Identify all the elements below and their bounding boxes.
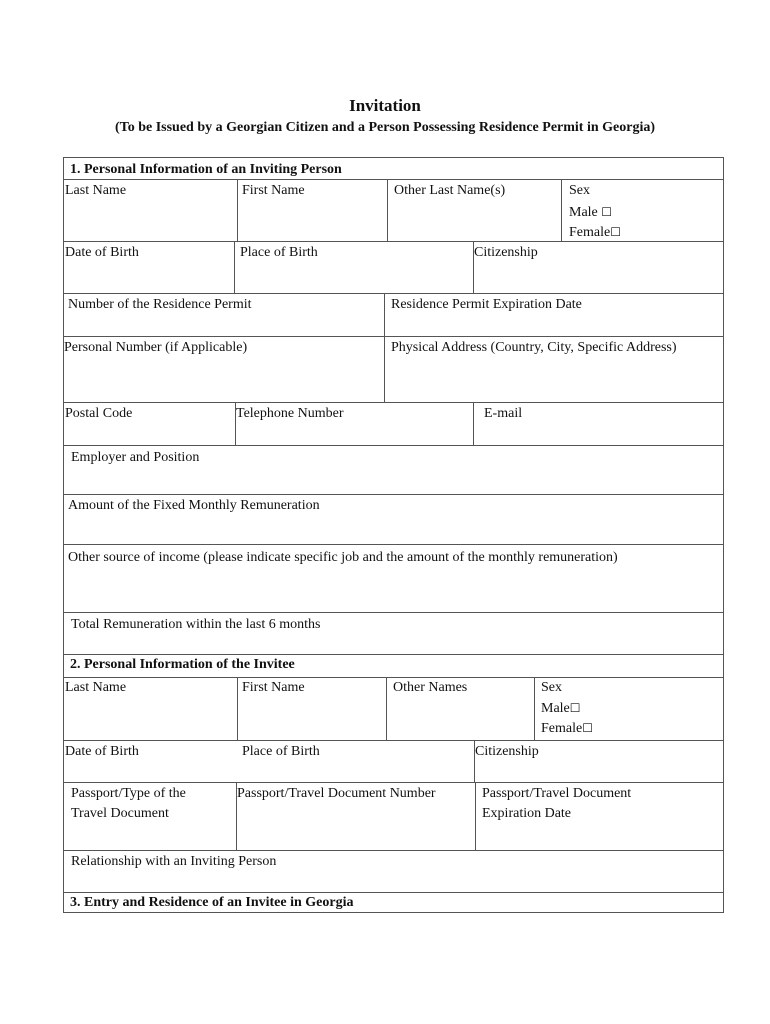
s1-female-option[interactable] bbox=[569, 222, 621, 243]
divider bbox=[475, 782, 476, 850]
divider bbox=[64, 241, 723, 242]
invitation-form bbox=[63, 157, 724, 913]
divider bbox=[237, 677, 238, 740]
divider bbox=[64, 612, 723, 613]
s2-place-of-birth-label: Place of Birth bbox=[242, 744, 320, 759]
s1-residence-permit-expiration-label: Residence Permit Expiration Date bbox=[391, 297, 582, 312]
divider bbox=[387, 179, 388, 241]
divider bbox=[534, 677, 535, 740]
s2-date-of-birth-label: Date of Birth bbox=[65, 744, 139, 759]
s1-last-name-label: Last Name bbox=[65, 183, 127, 198]
divider bbox=[237, 179, 238, 241]
s1-personal-number-label: Personal Number (if Applicable) bbox=[64, 340, 248, 355]
s1-date-of-birth-label: Date of Birth bbox=[65, 245, 139, 260]
divider bbox=[386, 677, 387, 740]
document-subtitle: (To be Issued by a Georgian Citizen and a Person Possessing Residence Permit in Georgia) bbox=[114, 120, 656, 135]
divider bbox=[64, 850, 723, 851]
s2-other-names-label: Other Names bbox=[393, 680, 468, 695]
divider bbox=[234, 241, 235, 293]
divider bbox=[64, 494, 723, 495]
section3-heading: 3. Entry and Residence of an Invitee in Georgia bbox=[70, 895, 354, 910]
s1-total-remuneration-label: Total Remuneration within the last 6 months bbox=[71, 617, 321, 632]
s1-first-name-label: First Name bbox=[242, 183, 305, 198]
s2-male-option[interactable] bbox=[541, 698, 581, 719]
divider bbox=[64, 293, 723, 294]
s1-sex-label: Sex bbox=[569, 183, 590, 198]
s1-physical-address-label: Physical Address (Country, City, Specific Address) bbox=[391, 340, 677, 355]
divider bbox=[64, 445, 723, 446]
s2-female-option[interactable] bbox=[541, 718, 593, 739]
s1-male-checkbox[interactable]: ☐ bbox=[601, 205, 613, 219]
s2-passport-expiration-label-line2: Expiration Date bbox=[482, 806, 572, 821]
s1-female-checkbox[interactable]: ☐ bbox=[610, 225, 621, 239]
s2-passport-expiration-label-line1: Passport/Travel Document bbox=[482, 786, 632, 801]
s1-postal-code-label: Postal Code bbox=[65, 406, 133, 421]
s2-passport-type-label-line1: Passport/Type of the bbox=[71, 786, 186, 801]
divider bbox=[384, 293, 385, 402]
s2-last-name-label: Last Name bbox=[65, 680, 127, 695]
s1-female-label: Female bbox=[569, 225, 611, 240]
s1-male-option[interactable] bbox=[569, 202, 612, 223]
s2-female-label: Female bbox=[541, 721, 583, 736]
document-title: Invitation bbox=[349, 96, 421, 115]
s1-male-label: Male bbox=[569, 205, 598, 220]
section1-heading: 1. Personal Information of an Inviting Person bbox=[70, 162, 342, 177]
s1-telephone-label: Telephone Number bbox=[236, 406, 344, 421]
s2-male-label: Male bbox=[541, 701, 570, 716]
s2-male-checkbox[interactable]: ☐ bbox=[569, 701, 581, 715]
s1-email-label: E-mail bbox=[484, 406, 523, 421]
s1-citizenship-label: Citizenship bbox=[474, 245, 538, 260]
s1-place-of-birth-label: Place of Birth bbox=[240, 245, 318, 260]
divider bbox=[473, 402, 474, 445]
s2-relationship-label: Relationship with an Inviting Person bbox=[71, 854, 277, 869]
s1-employer-position-label: Employer and Position bbox=[71, 450, 200, 465]
section2-heading: 2. Personal Information of the Invitee bbox=[70, 657, 295, 672]
s2-citizenship-label: Citizenship bbox=[475, 744, 539, 759]
s1-residence-permit-number-label: Number of the Residence Permit bbox=[68, 297, 252, 312]
s2-passport-type-label-line2: Travel Document bbox=[71, 806, 169, 821]
divider bbox=[64, 740, 723, 741]
s2-sex-label: Sex bbox=[541, 680, 562, 695]
s1-other-last-names-label: Other Last Name(s) bbox=[394, 183, 506, 198]
divider bbox=[64, 336, 723, 337]
s1-other-income-label: Other source of income (please indicate specific job and the amount of the monthly remuneration) bbox=[68, 550, 618, 565]
s2-passport-number-label: Passport/Travel Document Number bbox=[237, 786, 436, 801]
divider bbox=[64, 782, 723, 783]
divider bbox=[64, 402, 723, 403]
divider bbox=[64, 544, 723, 545]
s1-fixed-remuneration-label: Amount of the Fixed Monthly Remuneration bbox=[68, 498, 320, 513]
s2-female-checkbox[interactable]: ☐ bbox=[582, 721, 593, 735]
s2-first-name-label: First Name bbox=[242, 680, 305, 695]
divider bbox=[561, 179, 562, 241]
